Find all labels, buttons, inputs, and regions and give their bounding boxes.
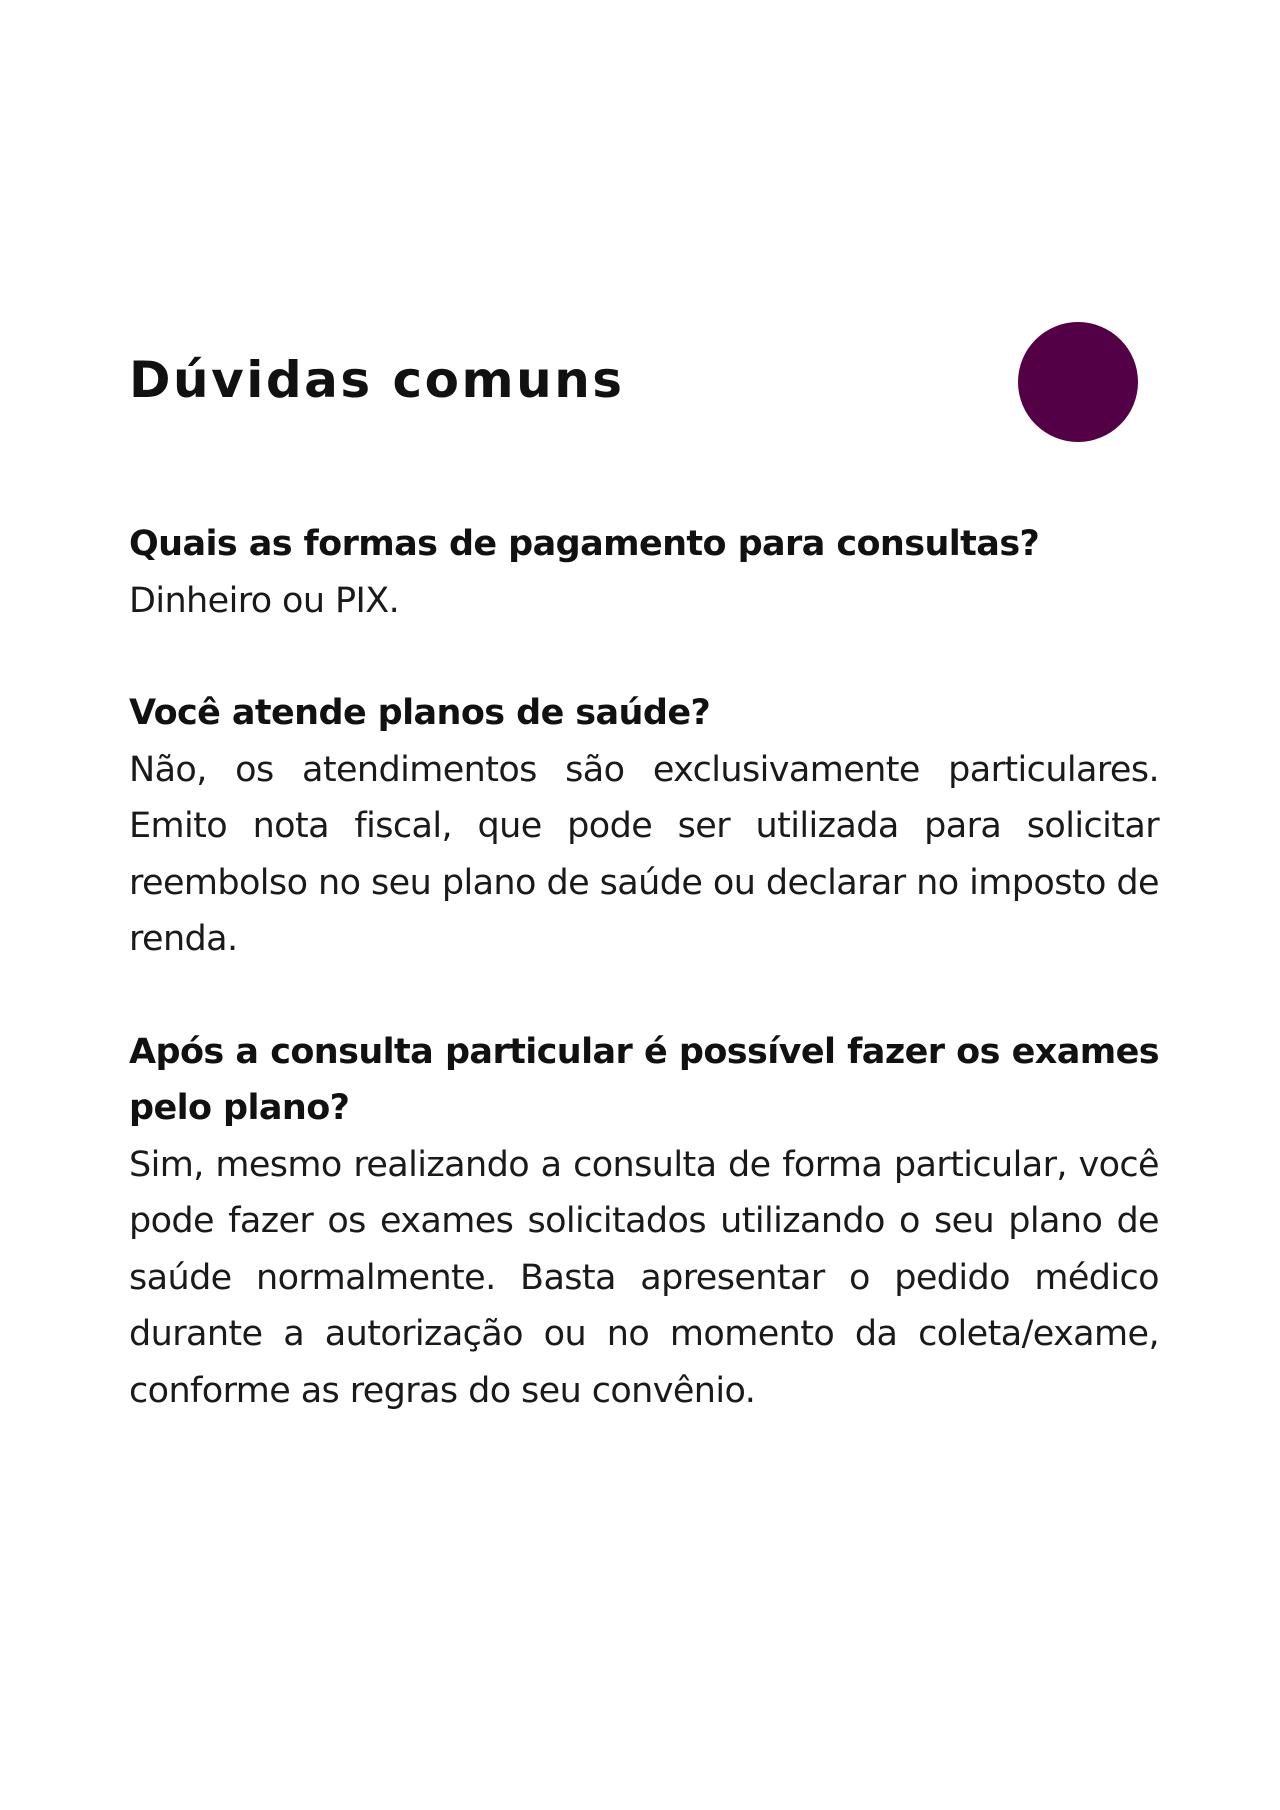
faq-answer: Dinheiro ou PIX. <box>129 580 400 621</box>
accent-circle-icon <box>1018 322 1138 442</box>
faq-answer: Não, os atendimentos são exclusivamente particulares. Emito nota fiscal, que pode ser utilizada para solicitar reembolso no seu plano de saúde ou declarar no imposto de renda. <box>129 749 1159 959</box>
faq-question: Após a consulta particular é possível fazer os exames pelo plano? <box>129 1031 1159 1128</box>
faq-question: Quais as formas de pagamento para consultas? <box>129 524 1040 564</box>
page-title: Dúvidas comuns <box>129 351 625 409</box>
faq-answer: Sim, mesmo realizando a consulta de forma particular, você pode fazer os exames solicitados utilizando o seu plano de saúde normalmente. Basta apresentar o pedido médico durante a autorização ou no momento da coleta/exame, conforme as regras do seu convênio. <box>129 1144 1159 1411</box>
page-header <box>129 330 1159 460</box>
faq-item-exams <box>129 1024 1159 1420</box>
faq-item-payment <box>129 516 1159 629</box>
faq-list <box>129 516 1159 1475</box>
faq-question: Você atende planos de saúde? <box>129 693 711 733</box>
faq-item-health-plans <box>129 685 1159 968</box>
